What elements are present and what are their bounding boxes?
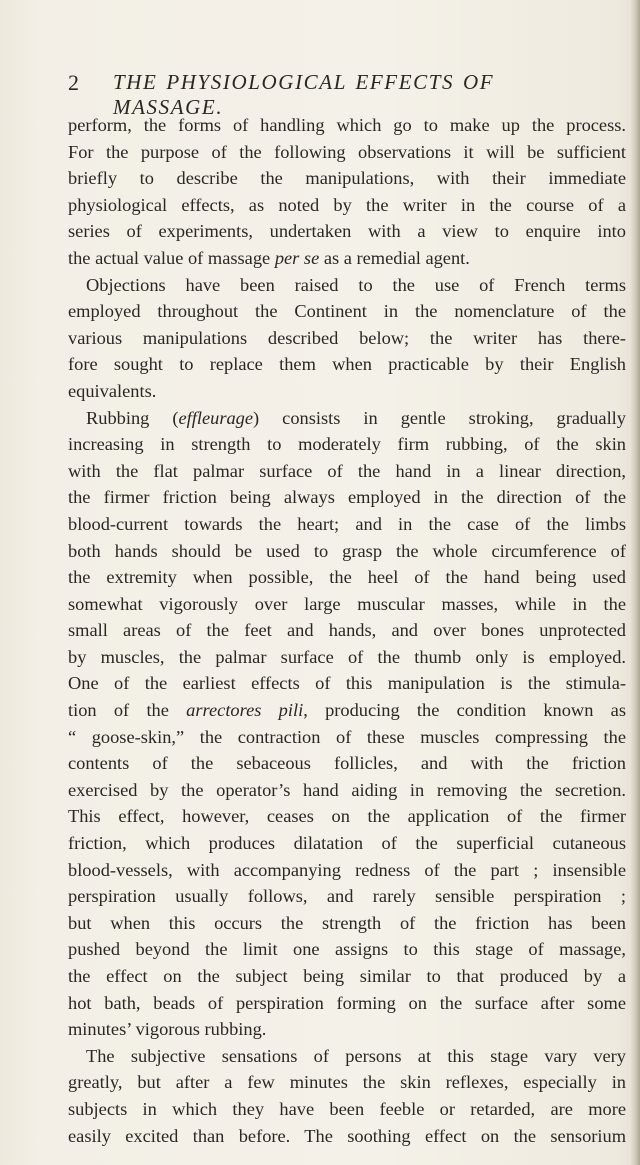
text-line: perform, the forms of handling which go to make up the process. <box>68 115 626 135</box>
italic-term: arrectores pili <box>186 700 304 721</box>
text-line: perspiration usually follows, and rarely sensible perspiration ; <box>68 886 626 907</box>
italic-term: per se <box>274 247 320 268</box>
text-line: fore sought to replace them when practicable by their English <box>68 354 626 375</box>
body-text <box>68 112 626 1149</box>
page-number: 2 <box>68 70 80 95</box>
text-line: the actual value of massage per se as a remedial agent. <box>68 247 470 268</box>
text-line: “ goose-skin,” the contraction of these muscles compressing the <box>68 726 626 747</box>
page-edge-shadow <box>630 0 640 1165</box>
text-line: blood-current towards the heart; and in the case of the limbs <box>68 513 626 534</box>
running-head: THE PHYSIOLOGICAL EFFECTS OF MASSAGE. <box>113 70 495 119</box>
text-line: The subjective sensations of persons at this stage vary very <box>86 1045 626 1066</box>
text-line: somewhat vigorously over large muscular masses, while in the <box>68 593 626 614</box>
text-line: both hands should be used to grasp the whole circumference of <box>68 540 626 561</box>
text-line: pushed beyond the limit one assigns to this stage of massage, <box>68 939 626 960</box>
text-line: This effect, however, ceases on the application of the firmer <box>68 806 626 827</box>
text-line: various manipulations described below; the writer has there- <box>68 327 626 348</box>
text-line: employed throughout the Continent in the nomenclature of the <box>68 301 626 322</box>
text-line: briefly to describe the manipulations, with their immediate <box>68 168 626 189</box>
text-line: with the flat palmar surface of the hand in a linear direction, <box>68 460 626 481</box>
text-line: physiological effects, as noted by the writer in the course of a <box>68 194 626 215</box>
text-line: hot bath, beads of perspiration forming on the surface after some <box>68 992 626 1013</box>
text-line: exercised by the operator’s hand aiding in removing the secretion. <box>68 779 626 800</box>
text-line: the extremity when possible, the heel of the hand being used <box>68 567 626 588</box>
text-line: subjects in which they have been feeble or retarded, are more <box>68 1098 626 1119</box>
text-line: equivalents. <box>68 380 157 401</box>
text-line: Objections have been raised to the use of French terms <box>86 274 626 295</box>
text-line: but when this occurs the strength of the friction has been <box>68 912 626 933</box>
text-line: friction, which produces dilatation of the superficial cutaneous <box>68 833 626 854</box>
text-line: easily excited than before. The soothing effect on the sensorium <box>68 1125 626 1146</box>
page-header <box>68 70 568 119</box>
text-line: contents of the sebaceous follicles, and with the friction <box>68 753 626 774</box>
text-line: Rubbing (effleurage) consists in gentle stroking, gradually <box>86 407 626 428</box>
italic-term: effleurage <box>178 407 254 428</box>
text-line: blood-vessels, with accompanying redness of the part ; insensible <box>68 859 626 880</box>
text-line: One of the earliest effects of this manipulation is the stimula- <box>68 673 626 694</box>
text-line: increasing in strength to moderately firm rubbing, of the skin <box>68 434 626 455</box>
text-line: greatly, but after a few minutes the skin reflexes, especially in <box>68 1072 626 1093</box>
text-line: series of experiments, undertaken with a view to enquire into <box>68 221 626 242</box>
text-line: by muscles, the palmar surface of the thumb only is employed. <box>68 646 626 667</box>
text-line: For the purpose of the following observations it will be sufficient <box>68 141 626 162</box>
text-line: the effect on the subject being similar to that produced by a <box>68 966 626 986</box>
text-line: tion of the arrectores pili, producing the condition known as <box>68 700 626 721</box>
text-line: minutes’ vigorous rubbing. <box>68 1019 267 1040</box>
text-line: the firmer friction being always employed in the direction of the <box>68 487 626 508</box>
text-line: small areas of the feet and hands, and over bones unprotected <box>68 620 626 641</box>
